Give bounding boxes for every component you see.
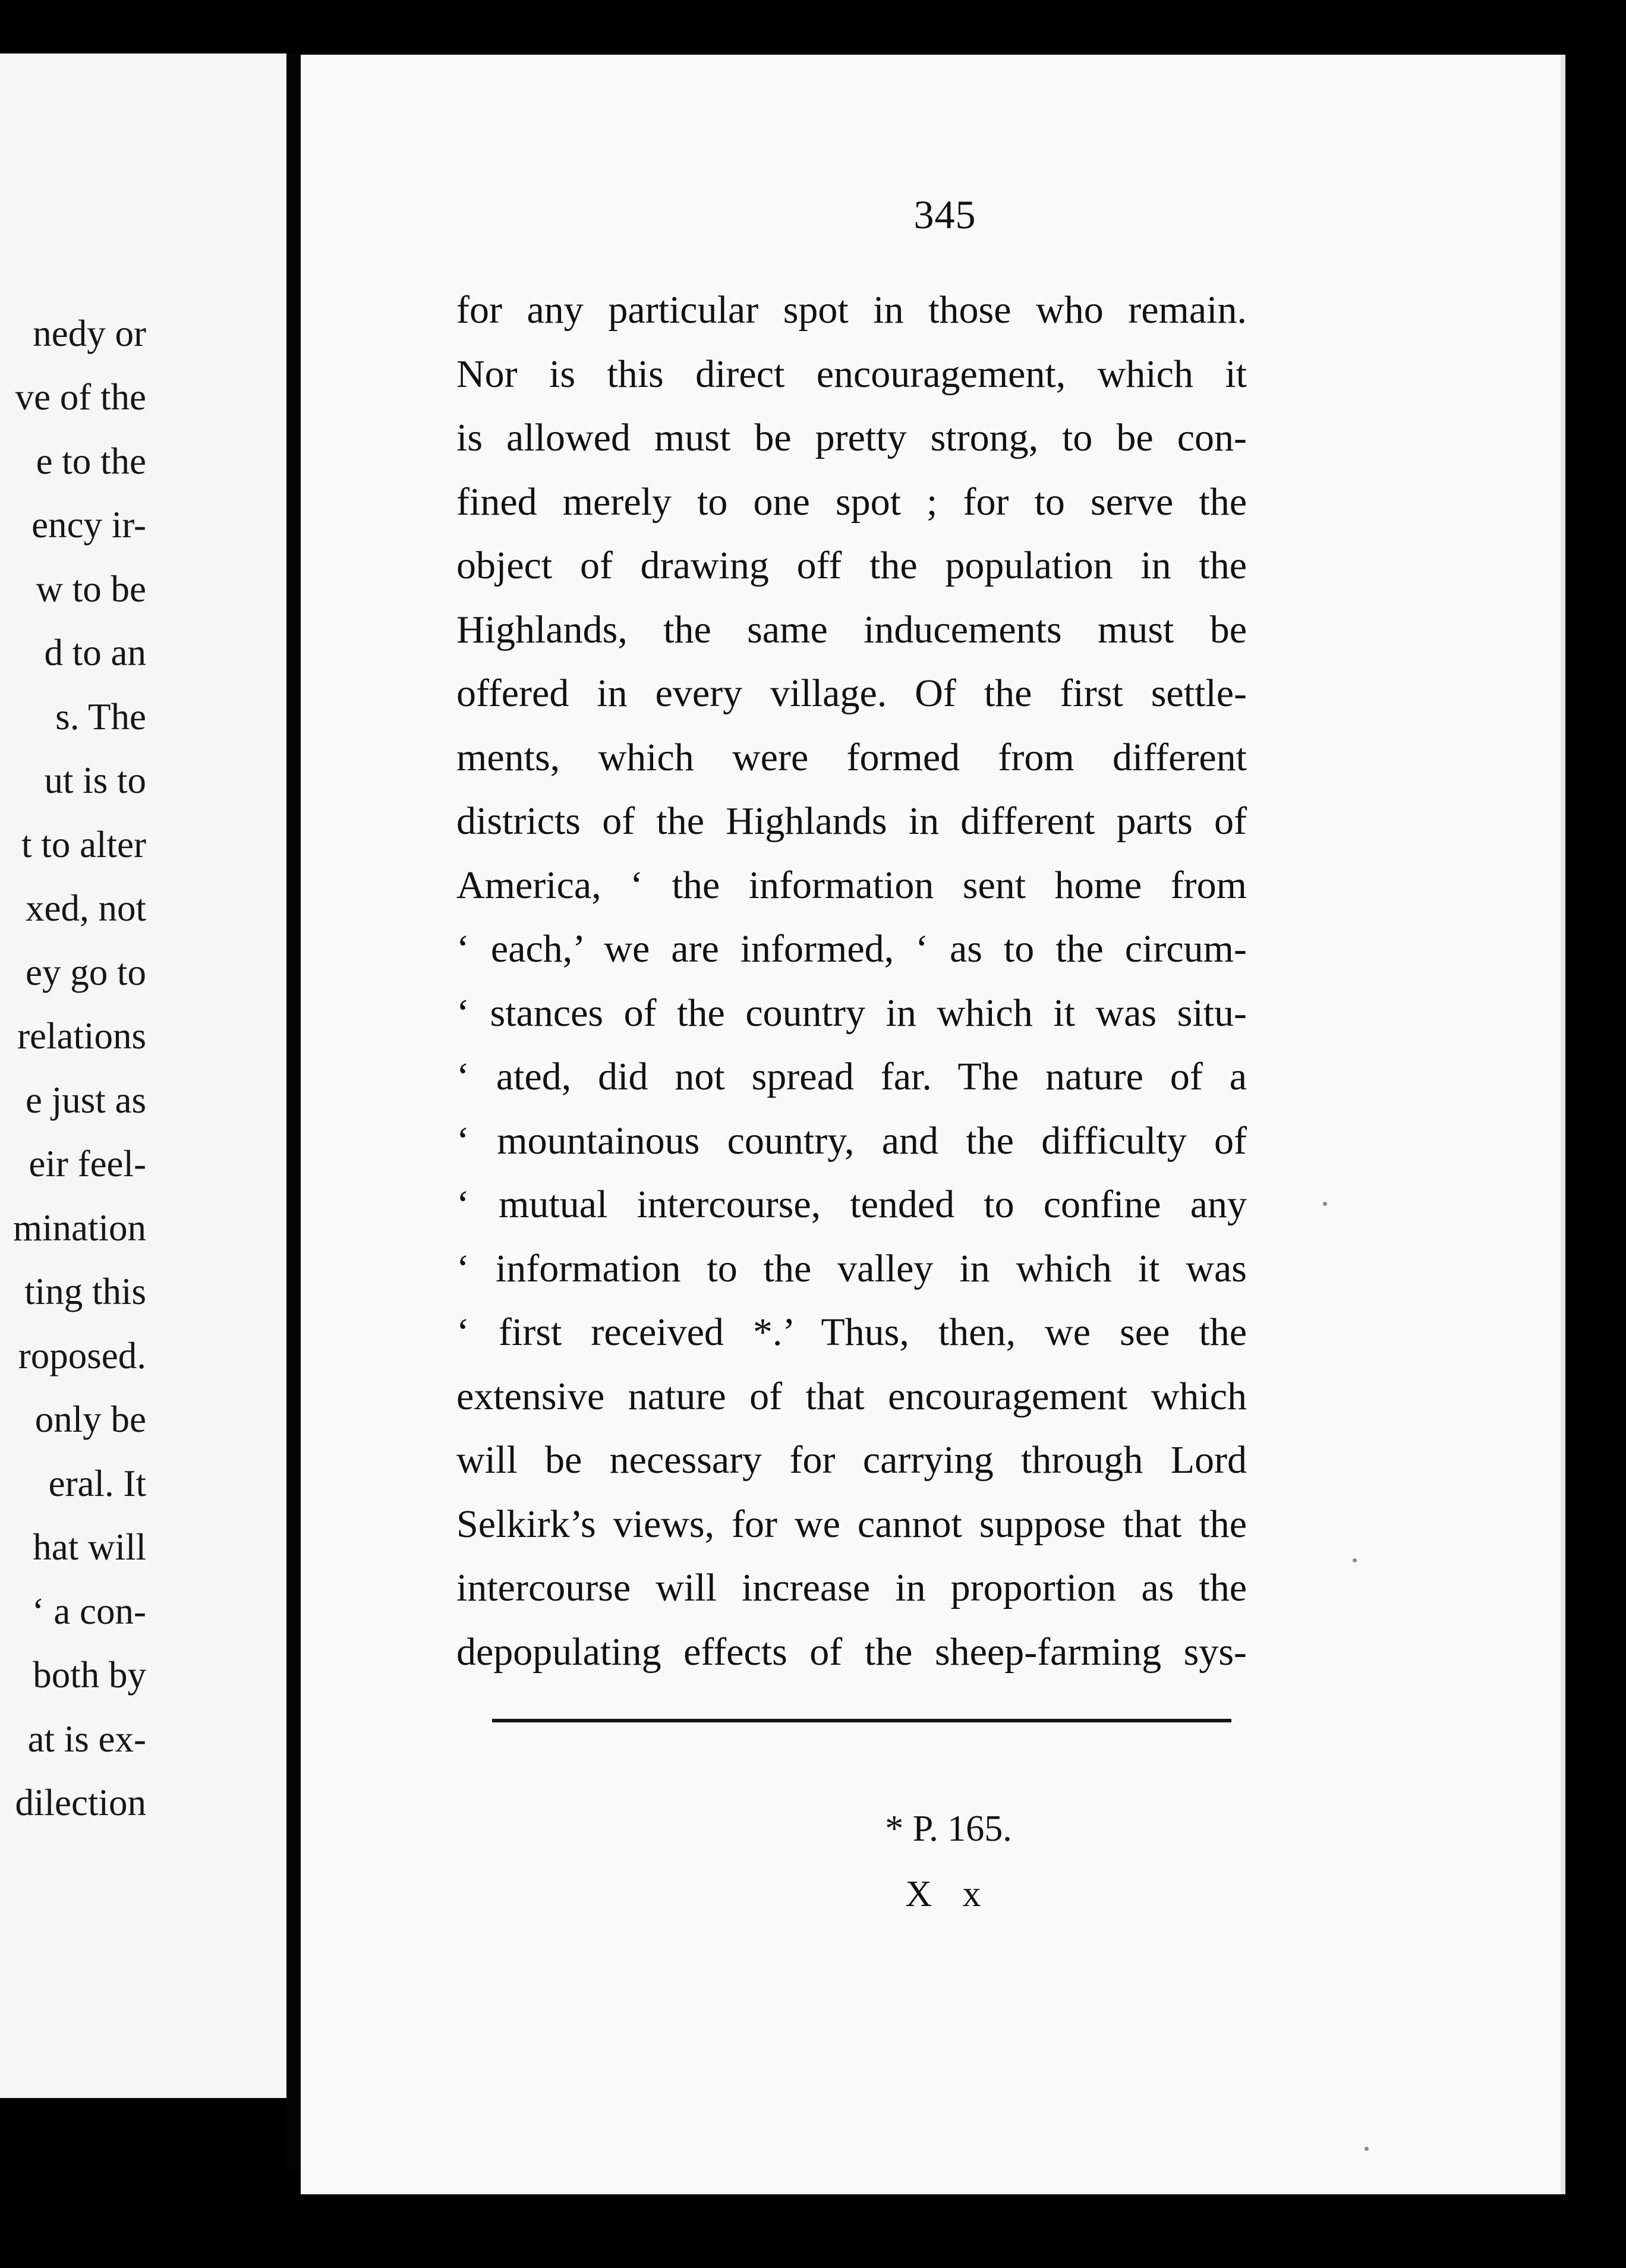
left-line-7: s. The bbox=[55, 696, 146, 738]
body-line: depopulating effects of the sheep-farming sys- bbox=[456, 1630, 1247, 1674]
page-number: 345 bbox=[913, 192, 976, 237]
body-line: object of drawing off the population in the bbox=[456, 544, 1247, 587]
body-line: ‘ information to the valley in which it was bbox=[456, 1246, 1247, 1290]
body-line: districts of the Highlands in different parts of bbox=[456, 799, 1247, 843]
body-line: Selkirk’s views, for we cannot suppose that the bbox=[456, 1502, 1247, 1546]
body-line: Nor is this direct encouragement, which it bbox=[456, 352, 1247, 396]
body-line: intercourse will increase in proportion as the bbox=[456, 1566, 1247, 1609]
left-line-11: ey go to bbox=[26, 952, 146, 993]
body-line: ‘ mountainous country, and the difficulty of bbox=[456, 1119, 1247, 1163]
body-text bbox=[456, 278, 1247, 1684]
body-line: ments, which were formed from different bbox=[456, 735, 1247, 779]
left-line-4: ency ir- bbox=[31, 504, 146, 546]
left-line-5: w to be bbox=[36, 568, 146, 610]
right-main-page bbox=[301, 55, 1561, 2194]
footnote-rule bbox=[492, 1719, 1231, 1722]
body-line: ‘ stances of the country in which it was situ- bbox=[456, 991, 1247, 1035]
body-line: ‘ mutual intercourse, tended to confine any bbox=[456, 1183, 1247, 1226]
left-line-19: eral. It bbox=[48, 1463, 146, 1504]
body-line: offered in every village. Of the first settle- bbox=[456, 672, 1247, 715]
left-line-8: ut is to bbox=[44, 760, 146, 801]
left-line-15: mination bbox=[13, 1207, 146, 1249]
left-line-13: e just as bbox=[26, 1079, 146, 1121]
body-line: is allowed must be pretty strong, to be con- bbox=[456, 416, 1247, 459]
left-line-1: nedy or bbox=[33, 313, 146, 354]
paper-speck bbox=[1353, 1558, 1357, 1563]
left-line-22: both by bbox=[33, 1654, 146, 1696]
body-line: ‘ each,’ we are informed, ‘ as to the circum- bbox=[456, 927, 1247, 971]
left-line-21: ‘ a con- bbox=[31, 1590, 146, 1632]
left-page-text-fragments bbox=[0, 53, 286, 2098]
book-gutter bbox=[286, 53, 301, 2169]
body-line: ‘ ated, did not spread far. The nature of a bbox=[456, 1055, 1247, 1098]
body-line: will be necessary for carrying through Lord bbox=[456, 1438, 1247, 1482]
body-line: Highlands, the same inducements must be bbox=[456, 607, 1247, 651]
left-line-14: eir feel- bbox=[29, 1143, 146, 1185]
body-line: ‘ first received *.’ Thus, then, we see the bbox=[456, 1311, 1247, 1354]
left-line-3: e to the bbox=[36, 440, 146, 482]
body-line: extensive nature of that encouragement which bbox=[456, 1374, 1247, 1418]
left-line-23: at is ex- bbox=[27, 1718, 146, 1760]
body-line: for any particular spot in those who remain. bbox=[456, 288, 1247, 332]
left-line-18: only be bbox=[34, 1398, 146, 1440]
left-line-2: ve of the bbox=[15, 376, 146, 418]
signature-mark: X x bbox=[905, 1874, 992, 1914]
paper-speck bbox=[1365, 2147, 1369, 2151]
body-line: fined merely to one spot ; for to serve the bbox=[456, 480, 1247, 524]
left-line-16: ting this bbox=[24, 1271, 146, 1312]
left-facing-page bbox=[0, 53, 286, 2098]
footnote: * P. 165. bbox=[885, 1809, 1012, 1849]
left-line-20: hat will bbox=[33, 1526, 146, 1568]
body-line: America, ‘ the information sent home from bbox=[456, 863, 1247, 907]
left-line-9: t to alter bbox=[21, 824, 146, 865]
left-line-10: xed, not bbox=[26, 887, 146, 929]
left-line-17: roposed. bbox=[18, 1335, 146, 1376]
left-line-6: d to an bbox=[44, 632, 146, 673]
left-line-12: relations bbox=[17, 1015, 146, 1057]
left-line-24: dilection bbox=[15, 1782, 146, 1823]
page-edge bbox=[1561, 55, 1565, 2194]
paper-speck bbox=[1323, 1202, 1327, 1206]
